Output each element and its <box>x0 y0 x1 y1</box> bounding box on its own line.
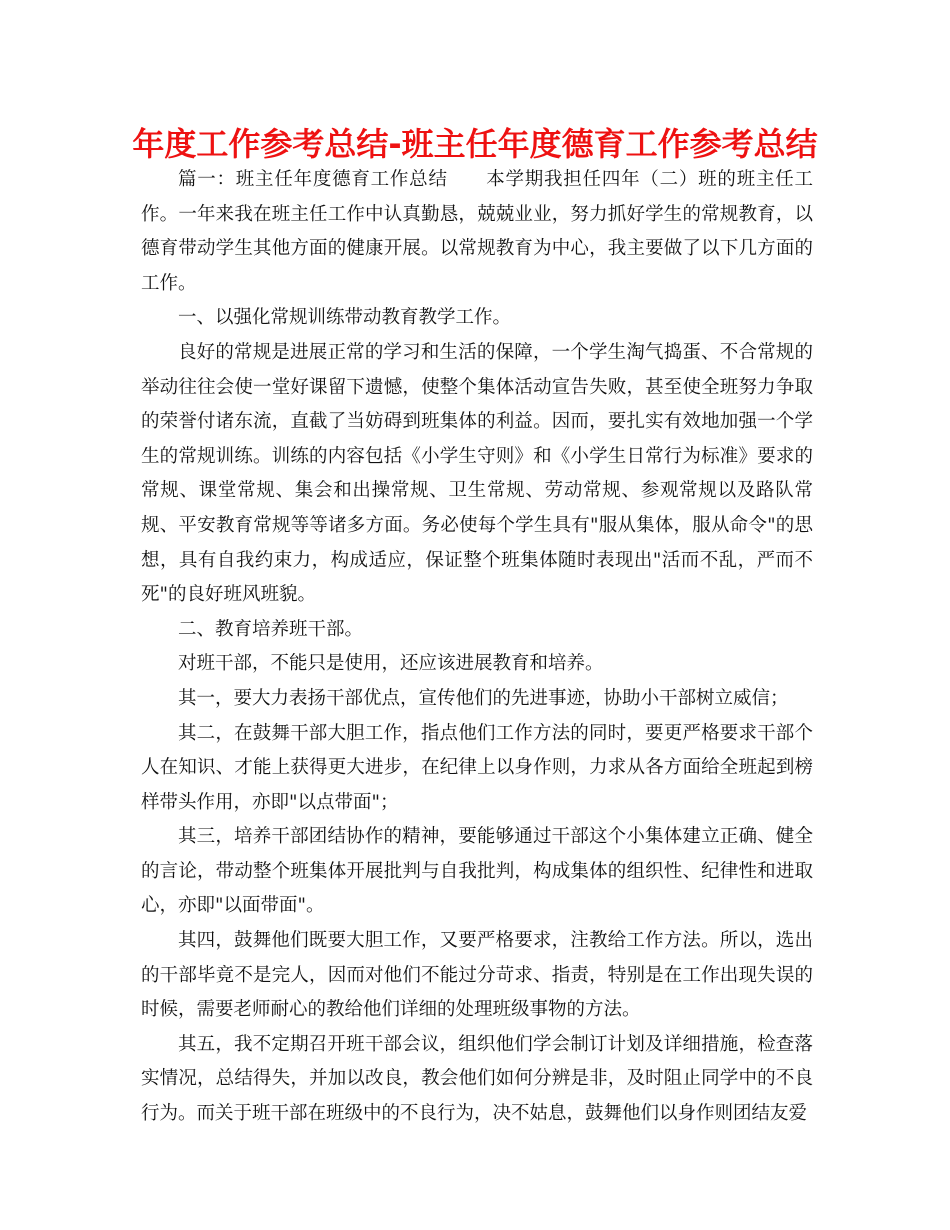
paragraph-cadre-intro: 对班干部，不能只是使用，还应该进展教育和培养。 <box>178 653 604 675</box>
paragraph-point-4: 其四，鼓舞他们既要大胆工作，又要严格要求，注教给工作方法。所以，选出的干部毕竟不是完人，因而对他们不能过分苛求、指责，特别是在工作出现失误的时候，需要老师耐心的教给他们详细的处理班级事物的方法。 <box>141 930 813 1021</box>
section-heading-2: 二、教育培养班干部。 <box>178 618 364 640</box>
paragraph-point-5: 其五，我不定期召开班干部会议，组织他们学会制订计划及详细措施，检查落实情况，总结得失，并加以改良，教会他们如何分辨是非，及时阻止同学中的不良行为。而关于班干部在班级中的不良行为，决不姑息，鼓舞他们以身作则团结友爱 <box>141 1033 813 1125</box>
paragraph-point-1: 其一，要大力表扬干部优点，宣传他们的先进事迹，协助小干部树立威信； <box>178 687 789 709</box>
paragraph-routine-training: 良好的常规是进展正常的学习和生活的保障，一个学生淘气捣蛋、不合常规的举动往往会使一堂好课留下遗憾，使整个集体活动宣告失败，甚至使全班努力争取的荣誉付诸东流，直截了当妨碍到班集体的利益。因而，要扎实有效地加强一个学生的常规训练。训练的内容包括《小学生守则》和《小学生日常行为标准》要求的常规、课堂常规、集会和出操常规、卫生常规、劳动常规、参观常规以及路队常规、平安教育常规等等诸多方面。务必使每个学生具有"服从集体，服从命令"的思想，具有自我约束力，构成适应，保证整个班集体随时表现出"活而不乱，严而不死"的良好班风班貌。 <box>141 341 813 606</box>
paragraph-point-3: 其三，培养干部团结协作的精神，要能够通过干部这个小集体建立正确、健全的言论，带动整个班集体开展批判与自我批判，构成集体的组织性、纪律性和进取心，亦即"以面带面"。 <box>141 826 813 917</box>
paragraph-intro: 篇一：班主任年度德育工作总结 本学期我担任四年（二）班的班主任工作。一年来我在班主任工作中认真勤恳，兢兢业业，努力抓好学生的常规教育，以德育带动学生其他方面的健康开展。以常规教育为中心，我主要做了以下几方面的工作。 <box>141 169 813 294</box>
paragraph-point-2: 其二，在鼓舞干部大胆工作，指点他们工作方法的同时，要更严格要求干部个人在知识、才能上获得更大进步，在纪律上以身作则，力求从各方面给全班起到榜样带头作用，亦即"以点带面"； <box>141 722 813 813</box>
section-heading-1: 一、以强化常规训练带动教育教学工作。 <box>178 307 512 329</box>
document-body <box>141 163 813 1132</box>
document-title: 年度工作参考总结-班主任年度德育工作参考总结 <box>132 125 818 163</box>
